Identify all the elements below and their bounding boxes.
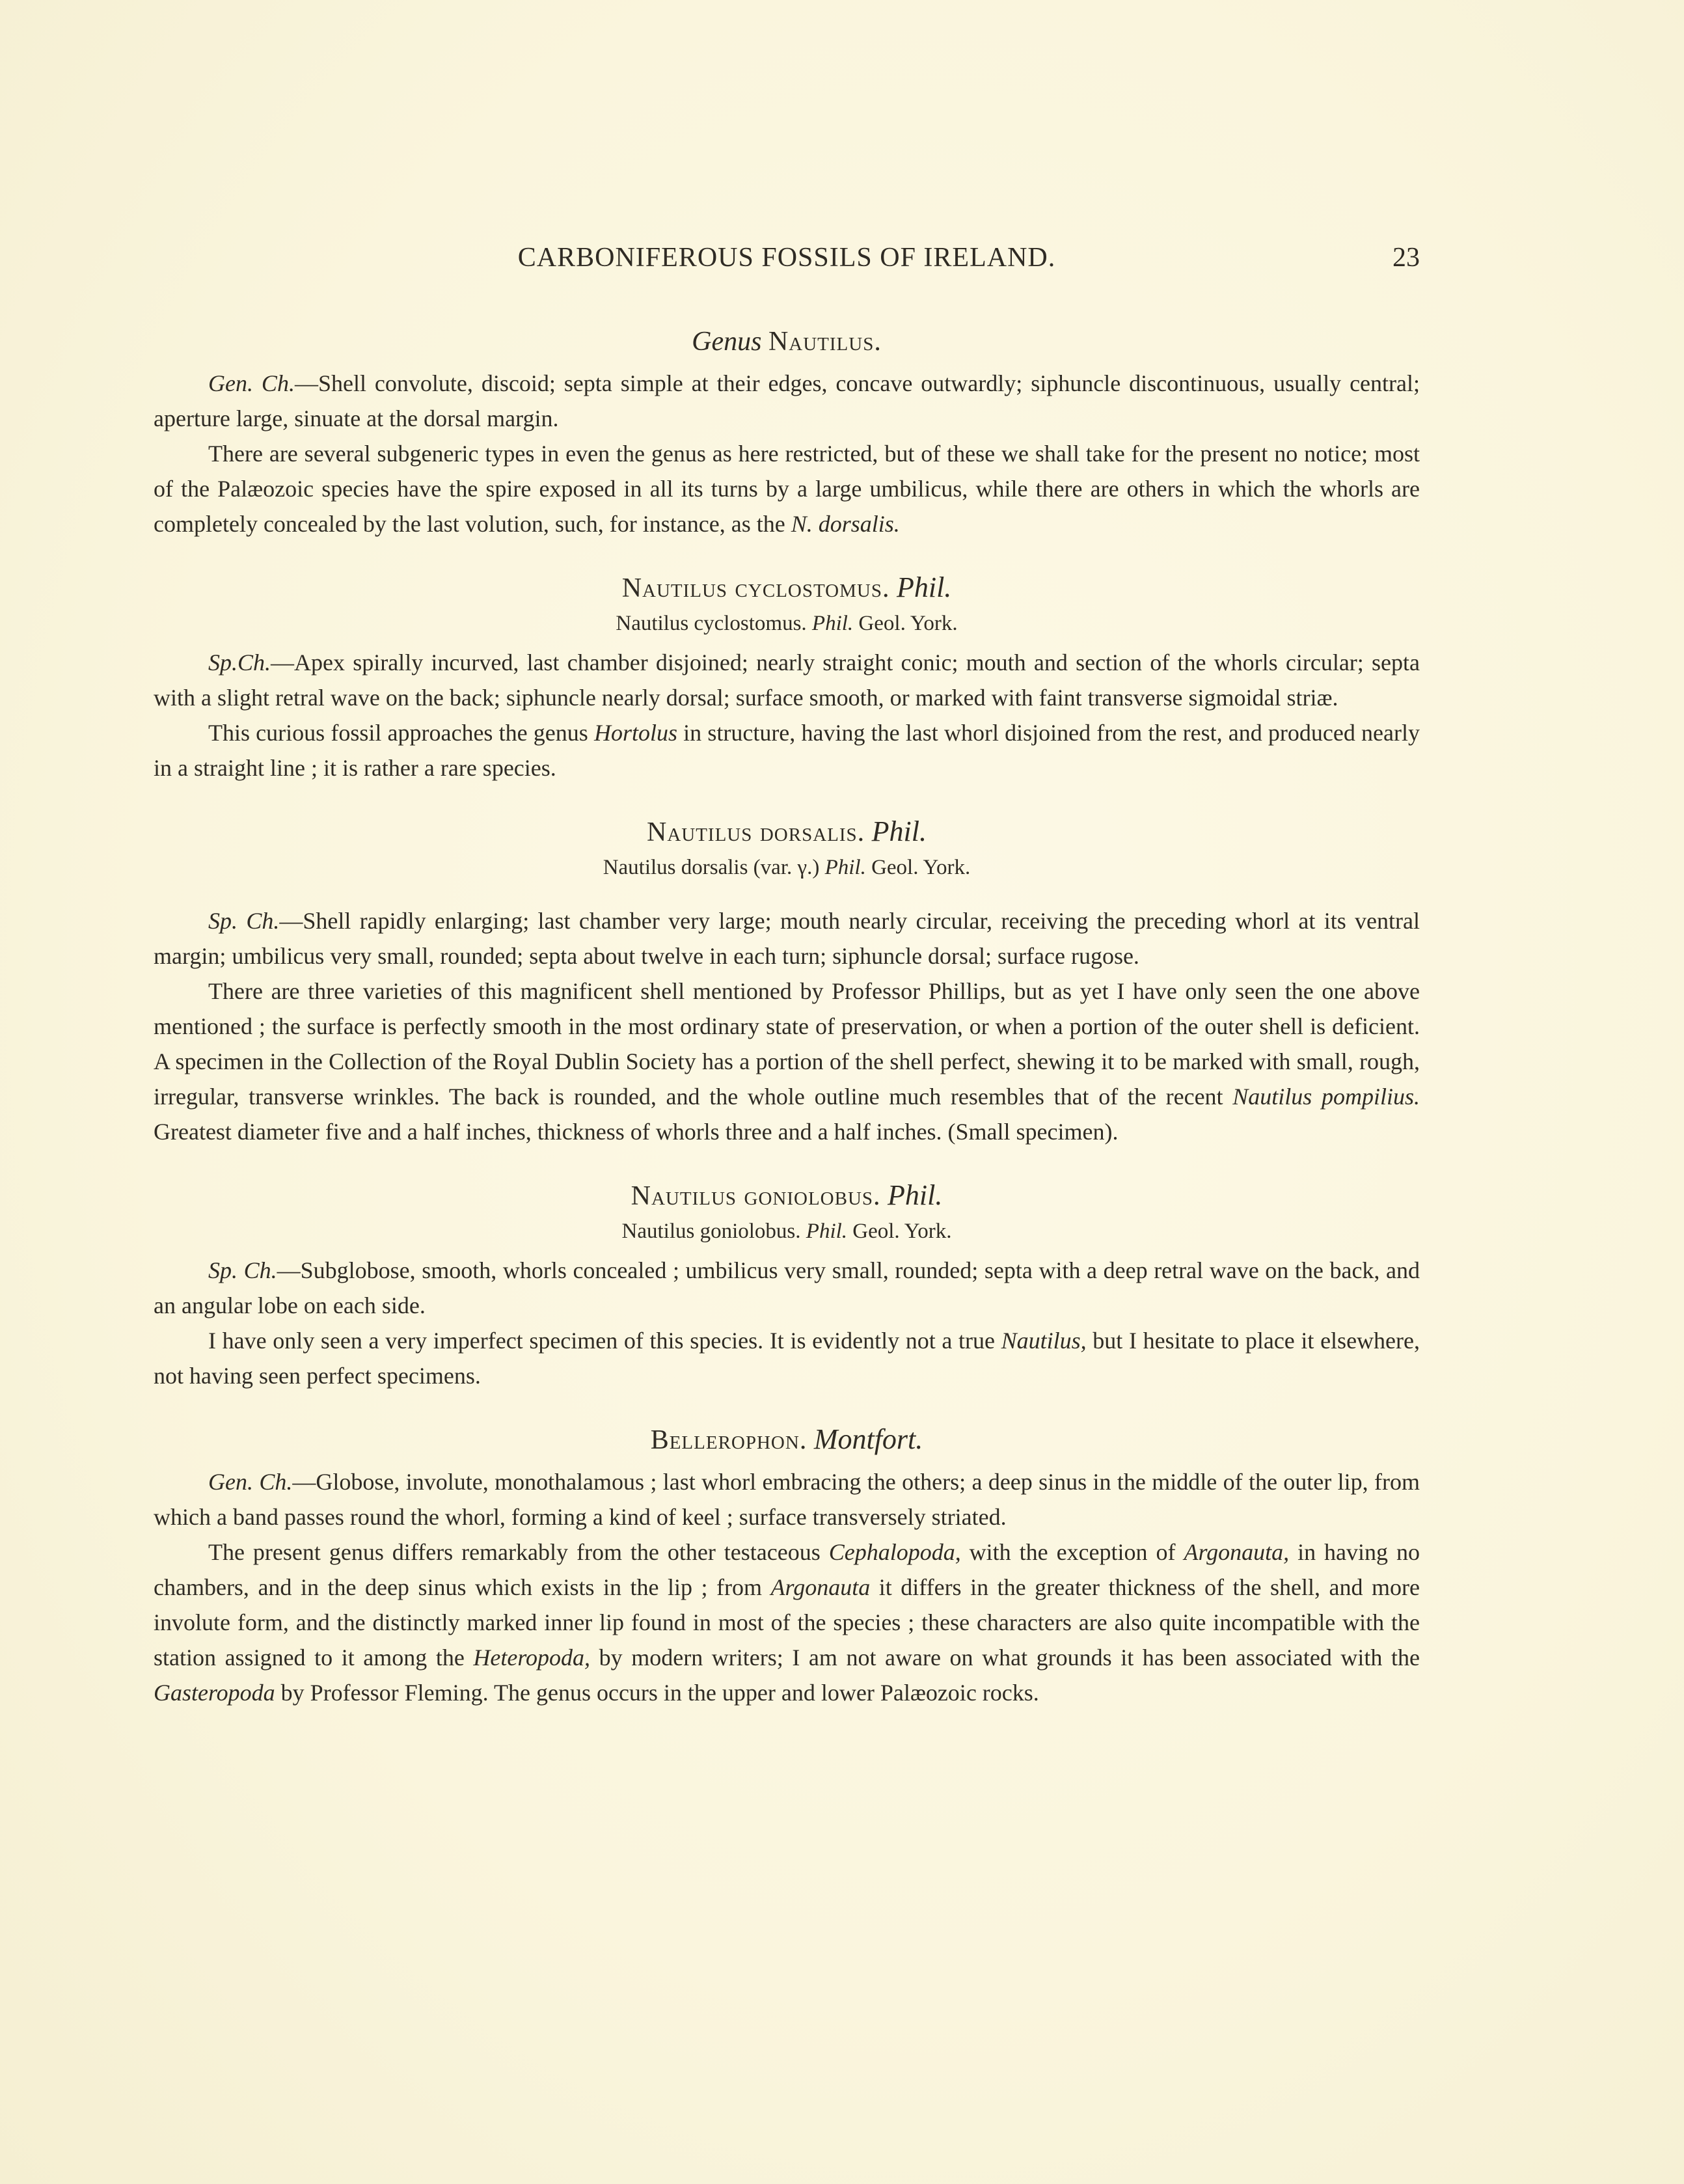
synonym-author: Phil. (806, 1220, 848, 1243)
species-heading-dorsalis (154, 813, 1420, 851)
paragraph-text: —Globose, involute, monothalamous ; last whorl embracing the others; a deep sinus in the middle of the outer lip, from which a band passes round the whorl, forming a kind of keel ; surface transversely striated. (154, 1469, 1420, 1530)
genus-name: Hortolus (593, 720, 677, 746)
paragraph-lead: Gen. Ch. (208, 1469, 293, 1495)
paragraph-text: The present genus differs remarkably from the other testaceous (208, 1539, 829, 1565)
paragraph-text: This curious fossil approaches the genus (208, 720, 594, 746)
paragraph (154, 974, 1420, 1149)
paragraph (154, 903, 1420, 974)
species-heading-goniolobus (154, 1177, 1420, 1215)
synonym-name: Nautilus dorsalis (var. γ.) (603, 856, 820, 879)
paragraph-lead: Gen. Ch. (208, 370, 295, 396)
synonym-reference: Geol. York. (858, 612, 958, 635)
heading-name: Nautilus. (768, 327, 882, 357)
heading-prefix: Genus (692, 327, 762, 357)
genus-nautilus-heading (154, 323, 1420, 361)
synonym-name: Nautilus goniolobus. (621, 1220, 801, 1243)
page-body (154, 323, 1420, 1710)
synonym-line (154, 851, 1420, 884)
paragraph-text: —Apex spirally incurved, last chamber disjoined; nearly straight conic; mouth and section of the whorls circular; septa with a slight retral wave on the back; siphuncle nearly dorsal; surface smooth, or marked with faint transverse sigmoidal striæ. (154, 649, 1420, 711)
page-number: 23 (1392, 243, 1420, 273)
paragraph-lead: Sp. Ch. (208, 908, 280, 934)
paragraph-text: —Subglobose, smooth, whorls concealed ; umbilicus very small, rounded; septa with a deep retral wave on the back, and an angular lobe on each side. (154, 1257, 1420, 1318)
paragraph-text: —Shell rapidly enlarging; last chamber very large; mouth nearly circular, receiving the preceding whorl at its ventral margin; umbilicus very small, rounded; septa about twelve in each turn; siphuncle dorsal; surface rugose. (154, 908, 1420, 969)
paragraph-text: There are three varieties of this magnificent shell mentioned by Professor Phillips, but as yet I have only seen the one above mentioned ; the surface is perfectly smooth in the most ordinary state of preservation, or when a portion of the outer shell is deficient. A specimen in the Collection of the Royal Dublin Society has a portion of the shell perfect, shewing it to be marked with small, rough, irregular, transverse wrinkles. The back is rounded, and the whole outline much resembles that of the recent (154, 978, 1420, 1110)
synonym-line (154, 1215, 1420, 1248)
heading-author: Phil. (871, 815, 927, 847)
paragraph (154, 715, 1420, 785)
species-name: N. dorsalis. (791, 511, 900, 537)
paragraph-text: in structure, having the last whorl disjoined from the rest, and produced nearly in a straight line ; it is rather a rare species. (154, 720, 1420, 781)
heading-name: Nautilus cyclostomus. (621, 573, 890, 603)
paragraph (154, 436, 1420, 541)
paragraph (154, 1464, 1420, 1535)
taxon-name: Argonauta, (1184, 1539, 1290, 1565)
genus-heading-bellerophon (154, 1421, 1420, 1459)
synonym-reference: Geol. York. (852, 1220, 952, 1243)
heading-author: Montfort. (813, 1423, 923, 1455)
paragraph-text: Greatest diameter five and a half inches, thickness of whorls three and a half inches. (Small specimen). (154, 1119, 1119, 1145)
paragraph-text: with the exception of (960, 1539, 1184, 1565)
paragraph (154, 366, 1420, 436)
synonym-reference: Geol. York. (871, 856, 971, 879)
paragraph-text: it differs in the greater thickness of the shell, and more involute form, and the distinctly marked inner lip found in most of the species ; these characters are also quite incompatible with the station assigned to it among the (154, 1574, 1420, 1671)
synonym-author: Phil. (824, 856, 866, 879)
paragraph-text: There are several subgeneric types in even the genus as here restricted, but of these we shall take for the present no notice; most of the Palæozoic species have the spire exposed in all its turns by a large umbilicus, while there are others in which the whorls are completely concealed by the last volution, such, for instance, as the (154, 441, 1420, 537)
running-title: CARBONIFEROUS FOSSILS OF IRELAND. (517, 243, 1056, 273)
taxon-name: Gasteropoda (154, 1680, 275, 1706)
synonym-name: Nautilus cyclostomus. (616, 612, 807, 635)
heading-author: Phil. (888, 1179, 943, 1211)
paragraph-text: but I hesitate to place it elsewhere, not having seen perfect specimens. (154, 1328, 1420, 1389)
paragraph-text: I have only seen a very imperfect specimen of this species. It is evidently not a true (208, 1328, 1001, 1354)
species-name: Nautilus pompilius. (1232, 1084, 1420, 1110)
running-head (154, 238, 1420, 277)
paragraph (154, 1323, 1420, 1393)
heading-name: Nautilus goniolobus. (631, 1181, 881, 1211)
taxon-name: Heteropoda, (473, 1645, 591, 1671)
heading-name: Nautilus dorsalis. (646, 817, 865, 847)
synonym-author: Phil. (811, 612, 854, 635)
paragraph (154, 1253, 1420, 1323)
taxon-name: Cephalopoda, (828, 1539, 961, 1565)
synonym-line (154, 607, 1420, 640)
paragraph-lead: Sp.Ch. (208, 649, 271, 676)
heading-name: Bellerophon. (650, 1425, 808, 1455)
paragraph (154, 1535, 1420, 1710)
taxon-name: Argonauta (770, 1574, 871, 1600)
species-heading-cyclostomus (154, 569, 1420, 607)
paragraph-text: in having no chambers, and in the deep sinus which exists in the lip ; from (154, 1539, 1420, 1600)
paragraph-text: by Professor Fleming. The genus occurs in the upper and lower Palæozoic rocks. (275, 1680, 1039, 1706)
paragraph-text: —Shell convolute, discoid; septa simple at their edges, concave outwardly; siphuncle discontinuous, usually central; aperture large, sinuate at the dorsal margin. (154, 370, 1420, 431)
paragraph-text: by modern writers; I am not aware on what grounds it has been associated with the (590, 1645, 1420, 1671)
genus-name: Nautilus, (1001, 1328, 1087, 1354)
paragraph (154, 645, 1420, 715)
paragraph-lead: Sp. Ch. (208, 1257, 277, 1283)
heading-author: Phil. (896, 571, 952, 603)
